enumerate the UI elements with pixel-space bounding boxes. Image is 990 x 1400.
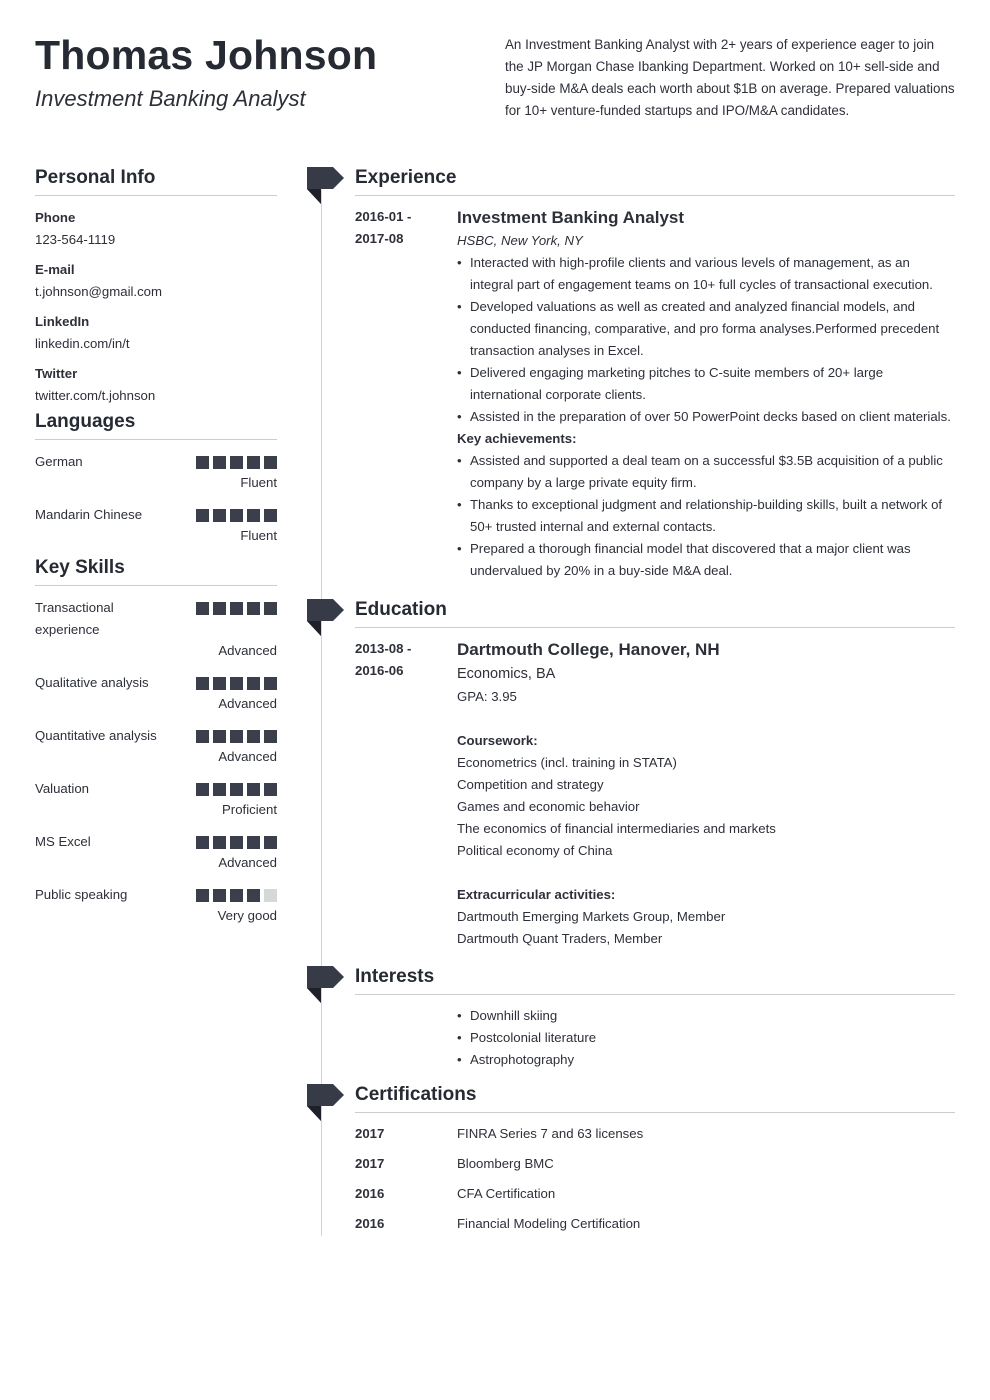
rating-dots bbox=[196, 778, 277, 796]
rating-square-icon bbox=[196, 677, 209, 690]
bullet-item: • Prepared a thorough financial model that discovered that a major client was undervalued by 20% in a buy-side M&A deal. bbox=[457, 538, 955, 582]
certification-row bbox=[355, 1183, 955, 1205]
rating-square-icon bbox=[196, 730, 209, 743]
rating-square-icon bbox=[230, 730, 243, 743]
bullet-item: • Postcolonial literature bbox=[457, 1027, 955, 1049]
languages-item bbox=[35, 504, 277, 547]
skills-level: Proficient bbox=[222, 802, 277, 817]
languages-name: Mandarin Chinese bbox=[35, 507, 143, 522]
achievements-label: Key achievements: bbox=[457, 431, 577, 446]
rating-dots bbox=[196, 504, 277, 522]
rating-square-icon bbox=[247, 602, 260, 615]
rating-square-icon bbox=[230, 509, 243, 522]
rating-square-icon bbox=[196, 602, 209, 615]
experience-entry bbox=[355, 206, 955, 582]
bullet-item: • Downhill skiing bbox=[457, 1005, 955, 1027]
skills-level: Advanced bbox=[218, 749, 277, 764]
rating-square-icon bbox=[213, 783, 226, 796]
personal-info-list bbox=[35, 207, 277, 407]
rating-square-icon bbox=[213, 730, 226, 743]
skills-level: Advanced bbox=[218, 696, 277, 711]
interests-heading: Interests bbox=[355, 966, 955, 995]
section-flag-icon bbox=[307, 167, 344, 204]
rating-square-icon bbox=[264, 730, 277, 743]
bullet-item: • Developed valuations as well as created and analyzed financial models, and conducted financing, comparative, and pro forma analyses.Performed precedent transaction analyses in Excel. bbox=[457, 296, 955, 362]
certifications-section bbox=[355, 1084, 955, 1243]
certifications-list bbox=[355, 1123, 955, 1235]
education-section bbox=[355, 599, 955, 950]
rating-square-icon bbox=[247, 509, 260, 522]
list-line: The economics of financial intermediaries and markets bbox=[457, 821, 776, 836]
rating-square-icon bbox=[247, 677, 260, 690]
skills-name: Public speaking bbox=[35, 887, 128, 902]
experience-date-start: 2016-01 - bbox=[355, 209, 412, 224]
rating-square-icon bbox=[264, 602, 277, 615]
certification-name: CFA Certification bbox=[457, 1186, 556, 1201]
extracurricular-label: Extracurricular activities: bbox=[457, 887, 616, 902]
left-column bbox=[35, 167, 277, 937]
education-date-end: 2016-06 bbox=[355, 663, 404, 678]
languages-level: Fluent bbox=[240, 475, 277, 490]
rating-square-icon bbox=[213, 602, 226, 615]
experience-bullets bbox=[457, 252, 955, 428]
bullet-item: • Assisted in the preparation of over 50 PowerPoint decks based on client materials. bbox=[457, 406, 955, 428]
experience-section bbox=[355, 167, 955, 582]
skills-item bbox=[35, 884, 277, 927]
rating-square-icon bbox=[247, 836, 260, 849]
skills-item bbox=[35, 778, 277, 821]
rating-square-icon bbox=[230, 677, 243, 690]
twitter-value: twitter.com/t.johnson bbox=[35, 388, 156, 403]
rating-square-icon bbox=[196, 509, 209, 522]
bullet-item: • Astrophotography bbox=[457, 1049, 955, 1071]
gpa: GPA: 3.95 bbox=[457, 689, 517, 704]
school-name: Dartmouth College, Hanover, NH bbox=[457, 640, 720, 659]
certification-row bbox=[355, 1213, 955, 1235]
certification-name: Bloomberg BMC bbox=[457, 1156, 554, 1171]
interests-entry bbox=[355, 1005, 955, 1071]
languages-row bbox=[35, 504, 277, 526]
certification-row bbox=[355, 1123, 955, 1145]
skills-name: Qualitative analysis bbox=[35, 675, 149, 690]
rating-square-icon bbox=[247, 889, 260, 902]
list-line: Dartmouth Emerging Markets Group, Member bbox=[457, 909, 726, 924]
rating-square-icon bbox=[196, 889, 209, 902]
degree: Economics, BA bbox=[457, 666, 556, 682]
list-line: Competition and strategy bbox=[457, 777, 604, 792]
rating-square-icon bbox=[264, 783, 277, 796]
skills-level: Advanced bbox=[218, 855, 277, 870]
rating-square-icon bbox=[230, 456, 243, 469]
education-date-start: 2013-08 - bbox=[355, 641, 412, 656]
bullet-item: • Delivered engaging marketing pitches to C-suite members of 20+ large international corporate clients. bbox=[457, 362, 955, 406]
rating-square-icon bbox=[213, 677, 226, 690]
section-flag-icon bbox=[307, 599, 344, 636]
email-label: E-mail bbox=[35, 262, 75, 277]
rating-square-icon bbox=[247, 783, 260, 796]
rating-square-icon bbox=[264, 456, 277, 469]
education-body bbox=[457, 638, 955, 950]
languages-heading: Languages bbox=[35, 411, 277, 440]
skills-row bbox=[35, 778, 277, 800]
section-flag-icon bbox=[307, 966, 344, 1003]
rating-square-icon bbox=[264, 677, 277, 690]
coursework-list bbox=[457, 752, 955, 862]
linkedin-value: linkedin.com/in/t bbox=[35, 336, 130, 351]
skills-row bbox=[35, 884, 277, 906]
skills-list bbox=[35, 597, 277, 927]
list-line: Dartmouth Quant Traders, Member bbox=[457, 931, 663, 946]
rating-square-icon bbox=[230, 836, 243, 849]
languages-list bbox=[35, 451, 277, 547]
skills-name: Transactional experience bbox=[35, 600, 114, 637]
languages-item bbox=[35, 451, 277, 494]
skills-item bbox=[35, 672, 277, 715]
bullet-item: • Assisted and supported a deal team on a successful $3.5B acquisition of a public company by a large private equity firm. bbox=[457, 450, 955, 494]
phone-label: Phone bbox=[35, 210, 76, 225]
linkedin-label: LinkedIn bbox=[35, 314, 90, 329]
skills-name: MS Excel bbox=[35, 834, 91, 849]
skills-item bbox=[35, 725, 277, 768]
rating-square-icon bbox=[196, 783, 209, 796]
skills-level: Advanced bbox=[218, 643, 277, 658]
rating-square-icon bbox=[213, 456, 226, 469]
candidate-name: Thomas Johnson bbox=[35, 32, 378, 78]
timeline-line bbox=[321, 190, 322, 1236]
rating-square-icon bbox=[264, 836, 277, 849]
interests-section bbox=[355, 966, 955, 1071]
phone-value: 123-564-1119 bbox=[35, 232, 116, 247]
skills-row bbox=[35, 725, 277, 747]
achievements-list bbox=[457, 450, 955, 582]
rating-square-icon bbox=[264, 509, 277, 522]
experience-heading: Experience bbox=[355, 167, 955, 196]
list-line: Games and economic behavior bbox=[457, 799, 640, 814]
experience-dates bbox=[355, 206, 457, 582]
job-title: Investment Banking Analyst bbox=[457, 208, 685, 227]
certification-year: 2017 bbox=[355, 1126, 385, 1141]
certifications-heading: Certifications bbox=[355, 1084, 955, 1113]
bullet-item: • Interacted with high-profile clients and various levels of management, as an integral part of engagement teams on 10+ full cycles of transactional execution. bbox=[457, 252, 955, 296]
languages-name: German bbox=[35, 454, 83, 469]
education-entry bbox=[355, 638, 955, 950]
certification-name: FINRA Series 7 and 63 licenses bbox=[457, 1126, 644, 1141]
skills-row bbox=[35, 672, 277, 694]
rating-square-icon bbox=[230, 889, 243, 902]
rating-dots bbox=[196, 451, 277, 469]
languages-row bbox=[35, 451, 277, 473]
rating-square-icon bbox=[230, 602, 243, 615]
certification-year: 2016 bbox=[355, 1216, 385, 1231]
list-line: Econometrics (incl. training in STATA) bbox=[457, 755, 677, 770]
rating-square-icon bbox=[196, 456, 209, 469]
bullet-item: • Thanks to exceptional judgment and relationship-building skills, built a network of 50+ trusted internal and external contacts. bbox=[457, 494, 955, 538]
certification-year: 2017 bbox=[355, 1156, 385, 1171]
certification-year: 2016 bbox=[355, 1186, 385, 1201]
rating-square-icon bbox=[213, 836, 226, 849]
rating-dots bbox=[196, 725, 277, 743]
certification-name: Financial Modeling Certification bbox=[457, 1216, 641, 1231]
skills-name: Valuation bbox=[35, 781, 90, 796]
list-line: Political economy of China bbox=[457, 843, 613, 858]
skills-name: Quantitative analysis bbox=[35, 728, 157, 743]
rating-square-icon bbox=[213, 509, 226, 522]
experience-date-end: 2017-08 bbox=[355, 231, 404, 246]
experience-body bbox=[457, 206, 955, 582]
extracurricular-list bbox=[457, 906, 955, 950]
coursework-label: Coursework: bbox=[457, 733, 538, 748]
languages-level: Fluent bbox=[240, 528, 277, 543]
rating-dots bbox=[196, 831, 277, 849]
skills-item bbox=[35, 831, 277, 874]
company: HSBC, New York, NY bbox=[457, 233, 583, 248]
certification-row bbox=[355, 1153, 955, 1175]
rating-square-icon bbox=[196, 836, 209, 849]
skills-level: Very good bbox=[217, 908, 277, 923]
rating-dots bbox=[196, 672, 277, 690]
interests-list bbox=[457, 1005, 955, 1071]
skills-heading: Key Skills bbox=[35, 557, 277, 586]
section-flag-icon bbox=[307, 1084, 344, 1121]
summary: An Investment Banking Analyst with 2+ years of experience eager to join the JP Morgan Chase Ibanking Department. Worked on 10+ sell-side and buy-side M&A deals each worth about $1B on average. Prepared valuations for 10+ venture-funded startups and IPO/M&A candidates. bbox=[505, 37, 955, 118]
education-dates bbox=[355, 638, 457, 950]
personal-info-heading: Personal Info bbox=[35, 167, 277, 196]
rating-square-icon bbox=[264, 889, 277, 902]
rating-square-icon bbox=[213, 889, 226, 902]
rating-dots bbox=[196, 597, 277, 615]
email-value: t.johnson@gmail.com bbox=[35, 284, 163, 299]
twitter-label: Twitter bbox=[35, 366, 78, 381]
education-heading: Education bbox=[355, 599, 955, 628]
skills-row bbox=[35, 831, 277, 853]
rating-square-icon bbox=[230, 783, 243, 796]
rating-square-icon bbox=[247, 456, 260, 469]
rating-square-icon bbox=[247, 730, 260, 743]
candidate-title: Investment Banking Analyst bbox=[35, 86, 306, 111]
skills-row bbox=[35, 597, 277, 641]
rating-dots bbox=[196, 884, 277, 902]
skills-item bbox=[35, 597, 277, 662]
